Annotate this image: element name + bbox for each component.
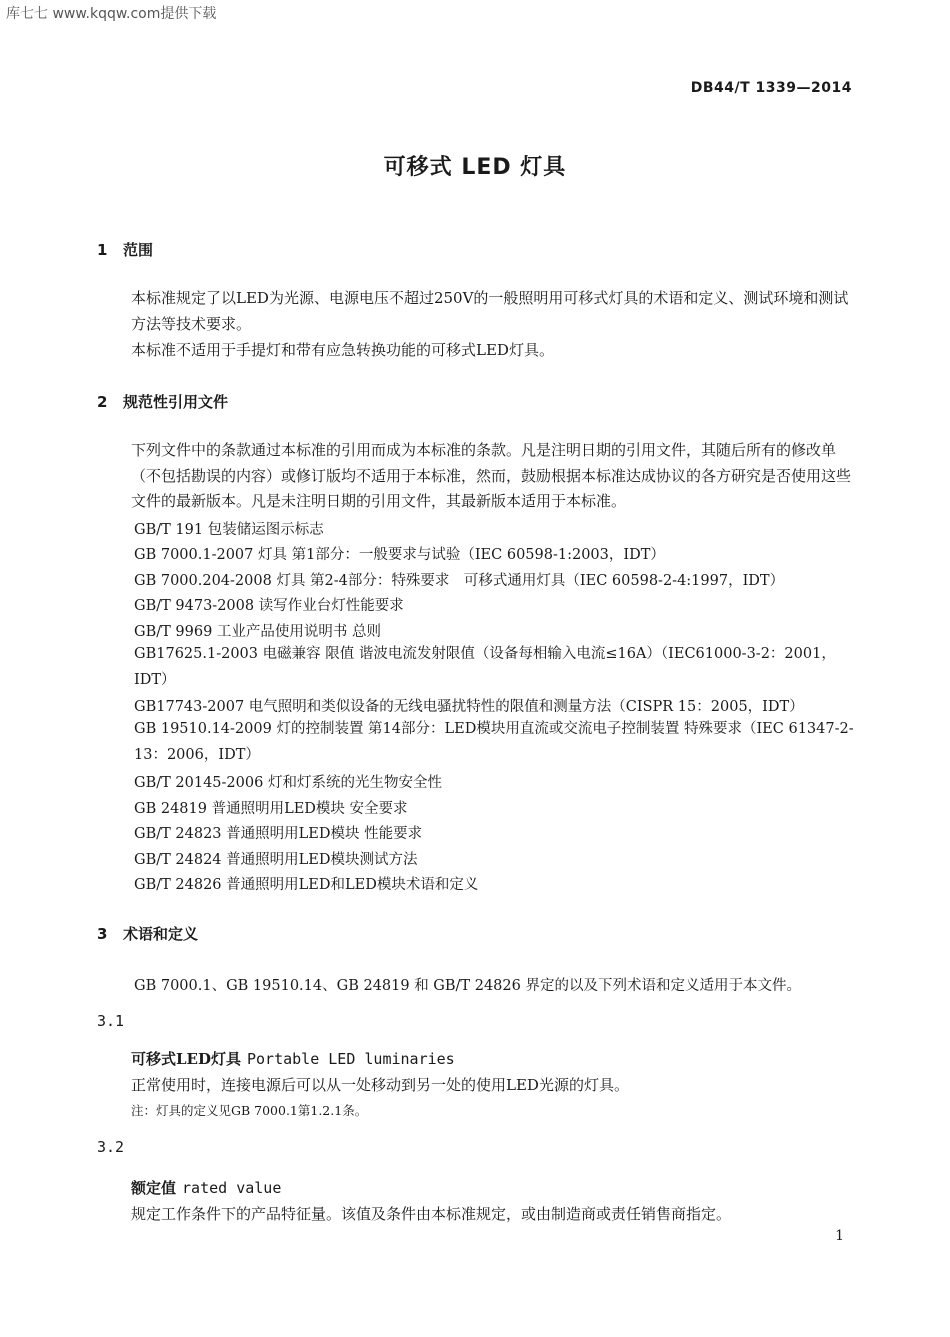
watermark: 库七七 www.kqqw.com提供下载 xyxy=(6,6,217,22)
section-1-paragraph-2: 本标准不适用于手提灯和带有应急转换功能的可移式LED灯具。 xyxy=(131,341,554,359)
term-english: Portable LED luminaries xyxy=(247,1050,455,1068)
reference-item: GB 7000.204-2008 灯具 第2-4部分：特殊要求 可移式通用灯具（IEC 60598-2-4:1997，IDT） xyxy=(134,573,785,589)
page-number: 1 xyxy=(835,1228,844,1244)
term-heading xyxy=(131,1177,281,1198)
section-title: 范围 xyxy=(123,241,154,259)
term-note: 注：灯具的定义见GB 7000.1第1.2.1条。 xyxy=(131,1103,368,1118)
term-heading xyxy=(131,1048,455,1069)
reference-item: GB17625.1-2003 电磁兼容 限值 谐波电流发射限值（设备每相输入电流≤16A）（IEC61000-3-2：2001，IDT） xyxy=(134,646,836,688)
reference-item: GB 7000.1-2007 灯具 第1部分：一般要求与试验（IEC 60598-1:2003，IDT） xyxy=(134,547,665,563)
section-title: 规范性引用文件 xyxy=(123,393,229,411)
term-definition: 规定工作条件下的产品特征量。该值及条件由本标准规定，或由制造商或责任销售商指定。 xyxy=(131,1205,732,1223)
subsection-number: 3.2 xyxy=(97,1138,125,1156)
reference-item: GB/T 9473-2008 读写作业台灯性能要求 xyxy=(134,598,404,614)
section-3-heading xyxy=(97,923,198,944)
term-chinese: 额定值 xyxy=(131,1179,177,1197)
subsection-number: 3.1 xyxy=(97,1012,125,1030)
reference-item: GB 24819 普通照明用LED模块 安全要求 xyxy=(134,801,408,817)
section-1-paragraph-1: 本标准规定了以LED为光源、电源电压不超过250V的一般照明用可移式灯具的术语和定义、测试环境和测试方法等技术要求。 xyxy=(131,289,849,333)
reference-item: GB/T 9969 工业产品使用说明书 总则 xyxy=(134,624,382,640)
section-title: 术语和定义 xyxy=(123,925,199,943)
section-number: 2 xyxy=(97,393,108,411)
section-number: 3 xyxy=(97,925,108,943)
term-english: rated value xyxy=(182,1179,282,1197)
reference-item: GB 19510.14-2009 灯的控制装置 第14部分：LED模块用直流或交流电子控制装置 特殊要求（IEC 61347-2-13：2006，IDT） xyxy=(134,721,854,763)
reference-item: GB/T 20145-2006 灯和灯系统的光生物安全性 xyxy=(134,775,442,791)
term-chinese: 可移式LED灯具 xyxy=(131,1050,241,1068)
reference-item: GB17743-2007 电气照明和类似设备的无线电骚扰特性的限值和测量方法（CISPR 15：2005，IDT） xyxy=(134,699,804,715)
section-2-heading xyxy=(97,391,228,412)
section-number: 1 xyxy=(97,241,108,259)
document-title: 可移式 LED 灯具 xyxy=(383,155,567,180)
section-2-intro: 下列文件中的条款通过本标准的引用而成为本标准的条款。凡是注明日期的引用文件，其随后所有的修改单（不包括勘误的内容）或修订版均不适用于本标准，然而，鼓励根据本标准达成协议的各方研究是否使用这些文件的最新版本。凡是未注明日期的引用文件，其最新版本适用于本标准。 xyxy=(131,441,852,510)
reference-item: GB/T 24824 普通照明用LED模块测试方法 xyxy=(134,852,418,868)
term-definition: 正常使用时，连接电源后可以从一处移动到另一处的使用LED光源的灯具。 xyxy=(131,1076,629,1094)
reference-item: GB/T 24823 普通照明用LED模块 性能要求 xyxy=(134,826,423,842)
reference-item: GB/T 24826 普通照明用LED和LED模块术语和定义 xyxy=(134,877,479,893)
standard-code: DB44/T 1339—2014 xyxy=(690,80,852,96)
section-1-heading xyxy=(97,239,153,260)
section-3-intro: GB 7000.1、GB 19510.14、GB 24819 和 GB/T 24826 界定的以及下列术语和定义适用于本文件。 xyxy=(134,978,801,994)
reference-item: GB/T 191 包装储运图示标志 xyxy=(134,522,324,538)
